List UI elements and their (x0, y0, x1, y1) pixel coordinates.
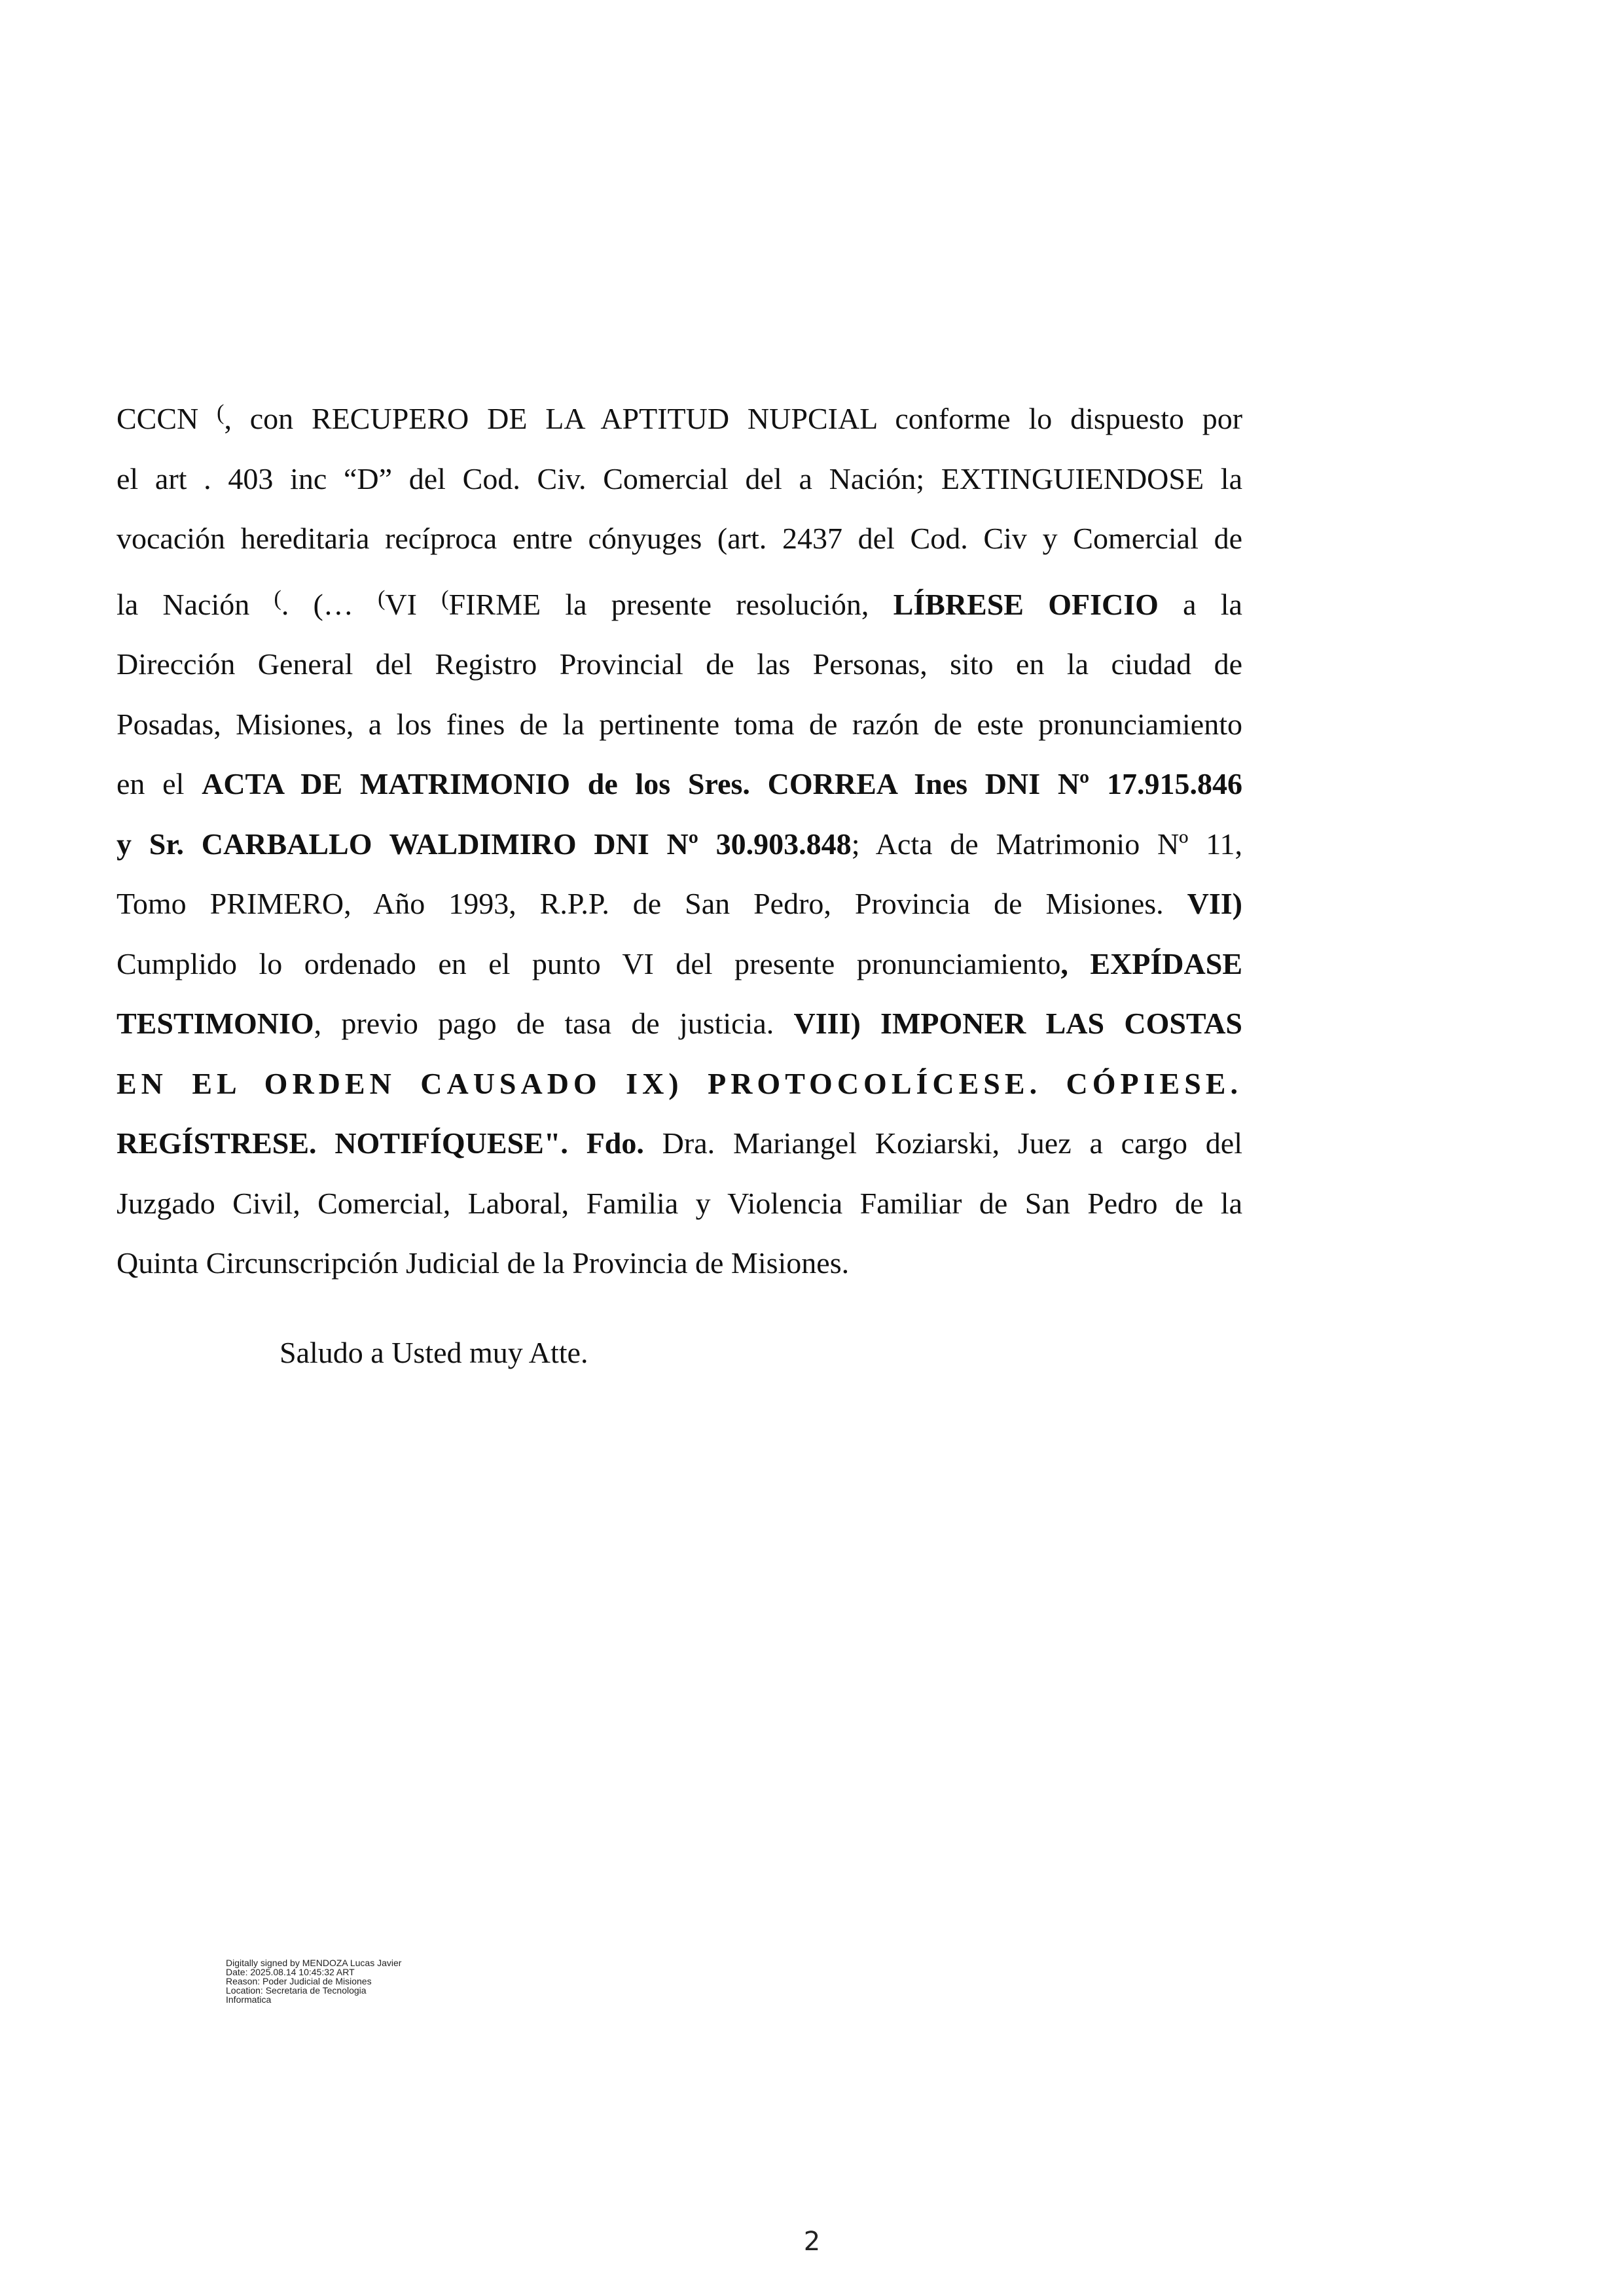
page-number: 2 (803, 2227, 821, 2257)
bold-text-run: EN EL ORDEN CAUSADO IX) PROTOCOLÍCESE. CÓPIESE. (117, 1066, 1242, 1100)
body-line (117, 509, 1242, 569)
body-line (117, 694, 1242, 755)
bold-text-run: TESTIMONIO (117, 1007, 314, 1040)
text-run: a la (1158, 587, 1242, 621)
body-line (117, 569, 1242, 635)
text-run: VI (385, 587, 442, 621)
footnote-mark: ( (441, 586, 449, 611)
signature-line-location: Location: Secretaria de Tecnologia (226, 1985, 367, 1996)
bold-text-run: ACTA DE MATRIMONIO de los Sres. CORREA Ines DNI Nº 17.915.846 (202, 767, 1242, 800)
body-line (117, 814, 1242, 874)
footnote-mark: ( (217, 401, 225, 425)
bold-text-run: , EXPÍDASE (1060, 946, 1242, 980)
body-line (117, 934, 1242, 994)
text-run: Quinta Circunscripción Judicial de la Provincia de Misiones. (117, 1246, 850, 1280)
text-run: el art . 403 inc “D” del Cod. Civ. Comercial del a Nación; EXTINGUIENDOSE la (117, 461, 1242, 495)
body-line (117, 1113, 1242, 1174)
text-run: Dirección General del Registro Provincial de las Personas, sito en la ciudad de (117, 647, 1242, 681)
signature-line-signer: Digitally signed by MENDOZA Lucas Javier (226, 1958, 402, 1968)
text-run: Cumplido lo ordenado en el punto VI del presente pronunciamiento (117, 946, 1061, 980)
text-run: , con RECUPERO DE LA APTITUD NUPCIAL conforme lo dispuesto por (224, 402, 1243, 435)
signature-line-reason: Reason: Poder Judicial de Misiones (226, 1976, 372, 1986)
text-run: vocación hereditaria recíproca entre cónyuges (art. 2437 del Cod. Civ y Comercial de (117, 522, 1242, 555)
text-run: Dra. Mariangel Koziarski, Juez a cargo del (643, 1126, 1242, 1160)
closing-salutation: Saludo a Usted muy Atte. (280, 1336, 588, 1369)
body-line (117, 1054, 1242, 1114)
body-line (117, 1233, 1242, 1293)
text-run: . (… (281, 587, 378, 621)
footnote-mark: ( (378, 586, 386, 611)
footnote-mark: ( (274, 586, 281, 611)
text-run: , previo pago de tasa de justicia. (314, 1007, 794, 1040)
body-line (117, 449, 1242, 509)
text-run: Posadas, Misiones, a los fines de la pertinente toma de razón de este pronunciamiento (117, 707, 1242, 741)
bold-text-run: REGÍSTRESE. NOTIFÍQUESE". Fdo. (117, 1126, 644, 1160)
bold-text-run: VII) (1187, 887, 1242, 920)
bold-text-run: VIII) IMPONER LAS COSTAS (793, 1007, 1242, 1040)
text-run: CCCN (117, 402, 217, 435)
signature-line-location-cont: Informatica (226, 1994, 272, 2005)
bold-text-run: LÍBRESE OFICIO (893, 587, 1159, 621)
text-run: en el (117, 767, 202, 800)
body-line (117, 634, 1242, 694)
bold-text-run: y Sr. CARBALLO WALDIMIRO DNI Nº 30.903.848 (117, 827, 852, 861)
digital-signature-block (226, 1958, 501, 2004)
signature-line-date: Date: 2025.08.14 10:45:32 ART (226, 1967, 355, 1977)
text-run: FIRME la presente resolución, (448, 587, 893, 621)
body-line (117, 874, 1242, 934)
body-line (117, 383, 1242, 449)
text-run: ; Acta de Matrimonio Nº 11, (851, 827, 1242, 861)
text-run: Tomo PRIMERO, Año 1993, R.P.P. de San Pedro, Provincia de Misiones. (117, 887, 1187, 920)
text-run: la Nación (117, 587, 274, 621)
body-line (117, 994, 1242, 1054)
body-line (117, 1174, 1242, 1234)
body-paragraph (117, 383, 1242, 1293)
body-line (117, 754, 1242, 814)
text-run: Juzgado Civil, Comercial, Laboral, Familia y Violencia Familiar de San Pedro de la (117, 1186, 1242, 1220)
